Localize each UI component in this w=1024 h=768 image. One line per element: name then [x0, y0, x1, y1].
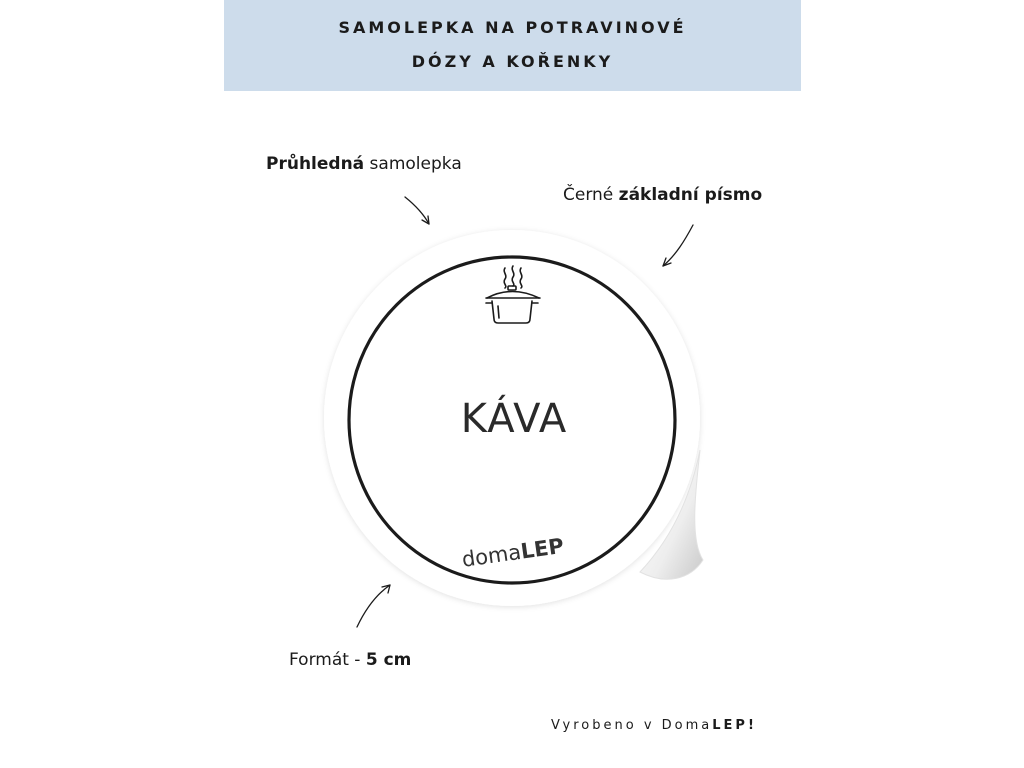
- title-line-2: DÓZY A KOŘENKY: [411, 52, 614, 71]
- callout-transparent-rest: samolepka: [364, 154, 462, 174]
- arrow-transparent: [405, 197, 429, 224]
- callout-format-normal: Formát -: [289, 650, 366, 670]
- footer-normal: Vyrobeno v Doma: [551, 718, 713, 733]
- callout-font-bold: základní písmo: [618, 185, 763, 205]
- callout-transparent-bold: Průhledná: [266, 154, 365, 174]
- brand-normal: doma: [460, 539, 523, 572]
- arrow-font: [663, 225, 693, 266]
- title-line-1: SAMOLEPKA NA POTRAVINOVÉ: [338, 18, 687, 37]
- footer-bold: LEP!: [712, 718, 757, 733]
- callout-format-bold: 5 cm: [365, 650, 412, 670]
- footer-made-by: [551, 718, 757, 733]
- sticker-label: KÁVA: [460, 396, 568, 442]
- callout-font-normal: Černé: [563, 185, 619, 205]
- brand-bold: LEP: [519, 533, 566, 564]
- arrow-format: [357, 585, 390, 627]
